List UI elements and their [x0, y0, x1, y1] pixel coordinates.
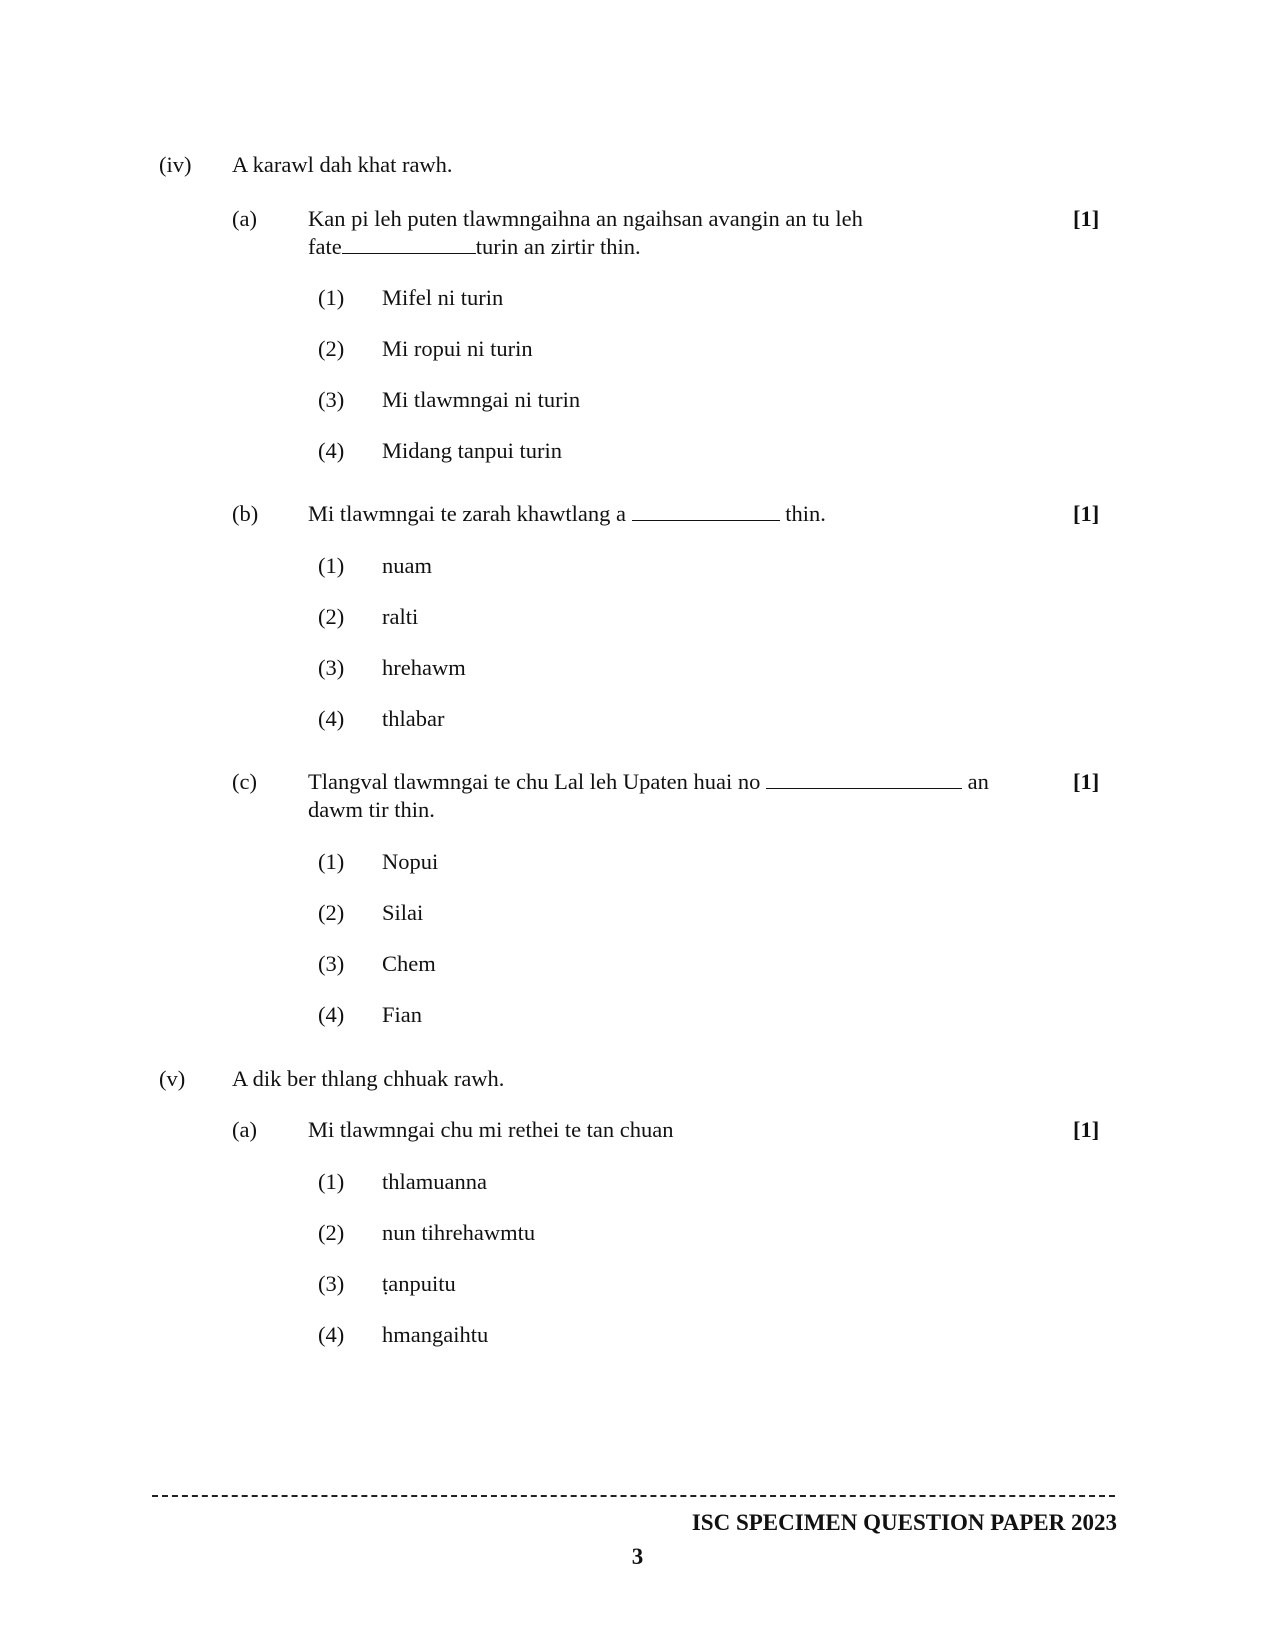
- option-number: (1): [318, 285, 345, 310]
- marks-badge: [1]: [1073, 501, 1100, 526]
- option-number: (4): [318, 706, 345, 731]
- answer-blank: [342, 234, 476, 254]
- option-text: thlabar: [382, 706, 445, 731]
- option-text: Midang tanpui turin: [382, 438, 562, 463]
- answer-blank: [766, 769, 962, 789]
- marks-badge: [1]: [1073, 206, 1100, 231]
- option-number: (1): [318, 1169, 345, 1194]
- option-text: Chem: [382, 951, 436, 976]
- option-text: Mi ropui ni turin: [382, 336, 533, 361]
- question-v-instruction: A dik ber thlang chhuak rawh.: [232, 1066, 505, 1091]
- option-number: (4): [318, 1002, 345, 1027]
- question-v-label: (v): [159, 1066, 186, 1091]
- question-iv-instruction: A karawl dah khat rawh.: [232, 152, 453, 177]
- option-text: Nopui: [382, 849, 439, 874]
- option-number: (2): [318, 900, 345, 925]
- page-number: 3: [631, 1544, 644, 1569]
- option-text: Fian: [382, 1002, 423, 1027]
- option-number: (4): [318, 438, 345, 463]
- option-text: thlamuanna: [382, 1169, 487, 1194]
- sub-question-a-label: (a): [232, 206, 257, 231]
- sub-question-v-a-label: (a): [232, 1117, 257, 1142]
- option-number: (3): [318, 1271, 345, 1296]
- option-text: Mi tlawmngai ni turin: [382, 387, 581, 412]
- option-text: ralti: [382, 604, 419, 629]
- footer-title: ISC SPECIMEN QUESTION PAPER 2023: [691, 1510, 1117, 1535]
- sub-question-v-a-text: Mi tlawmngai chu mi rethei te tan chuan: [308, 1117, 674, 1142]
- option-number: (3): [318, 387, 345, 412]
- option-text: hmangaihtu: [382, 1322, 489, 1347]
- question-iv-label: (iv): [159, 152, 192, 177]
- option-text: Mifel ni turin: [382, 285, 504, 310]
- sub-question-b-label: (b): [232, 501, 259, 526]
- option-text: nun tihrehawmtu: [382, 1220, 536, 1245]
- option-number: (3): [318, 951, 345, 976]
- option-number: (1): [318, 849, 345, 874]
- option-number: (2): [318, 604, 345, 629]
- option-number: (1): [318, 553, 345, 578]
- option-number: (2): [318, 1220, 345, 1245]
- sub-question-a-line1: Kan pi leh puten tlawmngaihna an ngaihsan avangin an tu leh: [308, 206, 863, 231]
- option-number: (2): [318, 336, 345, 361]
- marks-badge: [1]: [1073, 769, 1100, 794]
- sub-question-c-text: Tlangval tlawmngai te chu Lal leh Upaten huai no an dawm tir thin.: [308, 769, 989, 822]
- option-text: ṭanpuitu: [382, 1271, 456, 1296]
- option-number: (3): [318, 655, 345, 680]
- sub-question-a-text: Kan pi leh puten tlawmngaihna an ngaihsan avangin an tu leh fate turin an zirtir thin.: [308, 206, 863, 259]
- option-text: Silai: [382, 900, 424, 925]
- sub-question-c-label: (c): [232, 769, 257, 794]
- option-number: (4): [318, 1322, 345, 1347]
- option-text: hrehawm: [382, 655, 466, 680]
- footer-divider: [152, 1495, 1115, 1497]
- answer-blank: [632, 501, 780, 521]
- option-text: nuam: [382, 553, 432, 578]
- marks-badge: [1]: [1073, 1117, 1100, 1142]
- sub-question-b-text: Mi tlawmngai te zarah khawtlang a thin.: [308, 501, 826, 526]
